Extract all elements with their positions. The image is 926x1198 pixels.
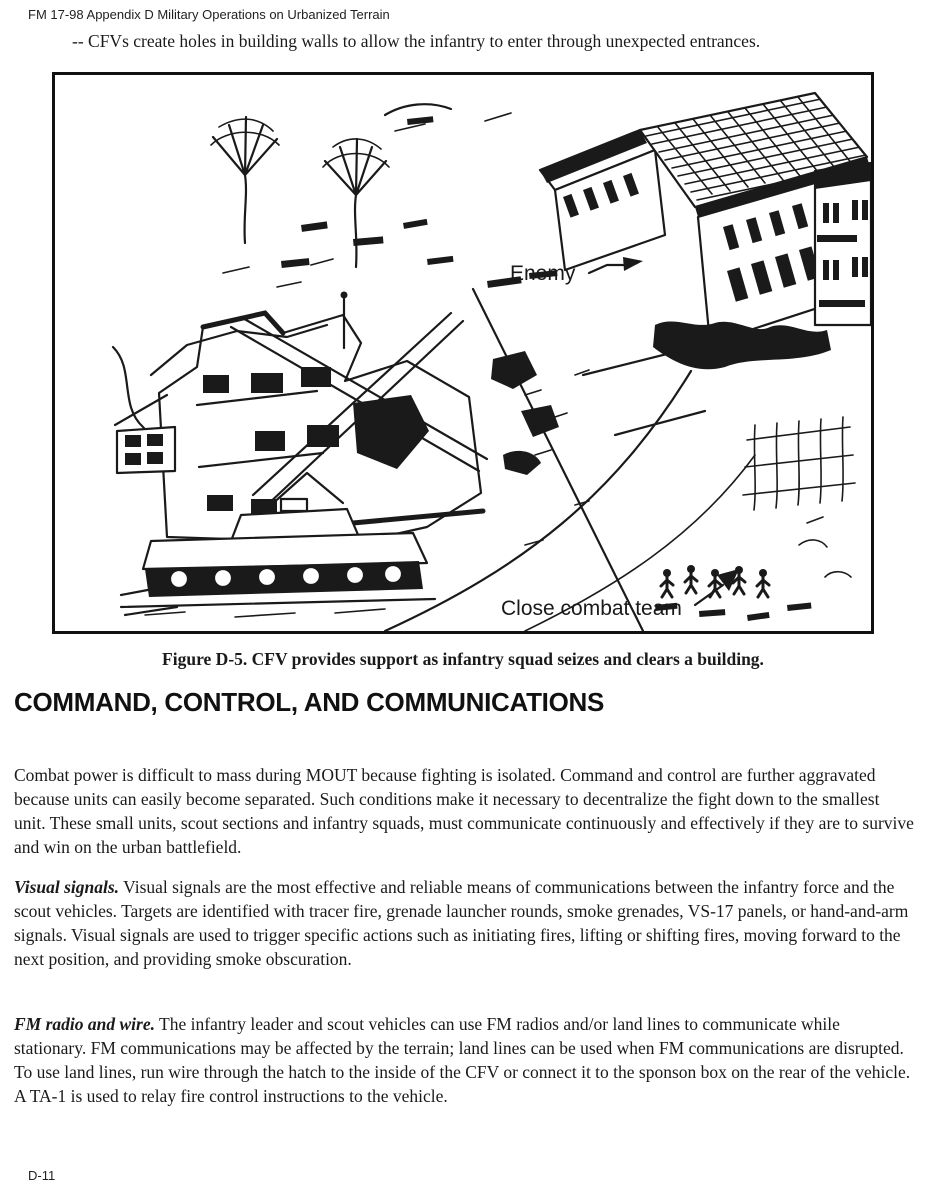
paragraph-visual-signals <box>14 875 914 972</box>
section-heading: COMMAND, CONTROL, AND COMMUNICATIONS <box>14 687 605 717</box>
document-header: FM 17-98 Appendix D Military Operations on Urbanized Terrain <box>28 7 390 22</box>
right-edge-building <box>815 163 871 325</box>
close-combat-team-soldiers <box>661 565 769 597</box>
enemy-arrowhead-icon <box>623 257 643 271</box>
collapsed-frame-grid <box>583 347 855 510</box>
paragraph-text: Visual signals are the most effective and reliable means of communications between the infantry force and the scout vehicles. Targets are identified with tracer fire, grenade launcher rounds, smoke grenades, VS-17 panels, or hand-and-arm signals. Visual signals are used to trigger specific actions such as initiating fires, lifting or shifting fires, moving forward to the next position, and providing smoke obscuration. <box>14 876 909 970</box>
intro-bullet-line: -- CFVs create holes in building walls to allow the infantry to enter through unexpected entrances. <box>72 31 761 51</box>
rubble-lower-right <box>655 517 851 621</box>
soldier <box>661 569 673 597</box>
paragraph-text: Combat power is difficult to mass during MOUT because fighting is isolated. Command and control are further aggravated because units can easily become separated. Such conditions make it necessary to decentralize the fight down to the smallest unit. These small units, scout sections and infantry squads, must communicate continuously and effectively if they are to survive and win on the urban battlefield. <box>14 764 914 858</box>
paragraph-fm-radio-wire <box>14 1012 914 1109</box>
paragraph-text: The infantry leader and scout vehicles can use FM radios and/or land lines to communicate while stationary. FM communications may be affected by the terrain; land lines can be used when FM communications are disrupted. To use land lines, run wire through the hatch to the inside of the CFV or connect it to the sponson box on the rear of the vehicle. A TA-1 is used to relay fire control instructions to the vehicle. <box>14 1013 911 1107</box>
soldier <box>685 565 697 593</box>
page-number: D-11 <box>28 1168 56 1183</box>
close-combat-team-label: Close combat team <box>501 597 682 620</box>
cfv-tank <box>121 499 483 617</box>
soldier <box>757 569 769 597</box>
figure-d5-drawing <box>55 75 871 631</box>
enemy-arrow <box>589 265 625 273</box>
figure-d5-frame <box>52 72 874 634</box>
paragraph-lead: FM radio and wire. <box>14 1013 155 1034</box>
enemy-label: Enemy <box>510 262 576 285</box>
rubble-center <box>491 351 589 475</box>
paragraph-lead: Visual signals. <box>14 876 120 897</box>
figure-caption: Figure D-5. CFV provides support as infantry squad seizes and clears a building. <box>162 649 764 669</box>
paragraph-command-control <box>14 763 914 860</box>
